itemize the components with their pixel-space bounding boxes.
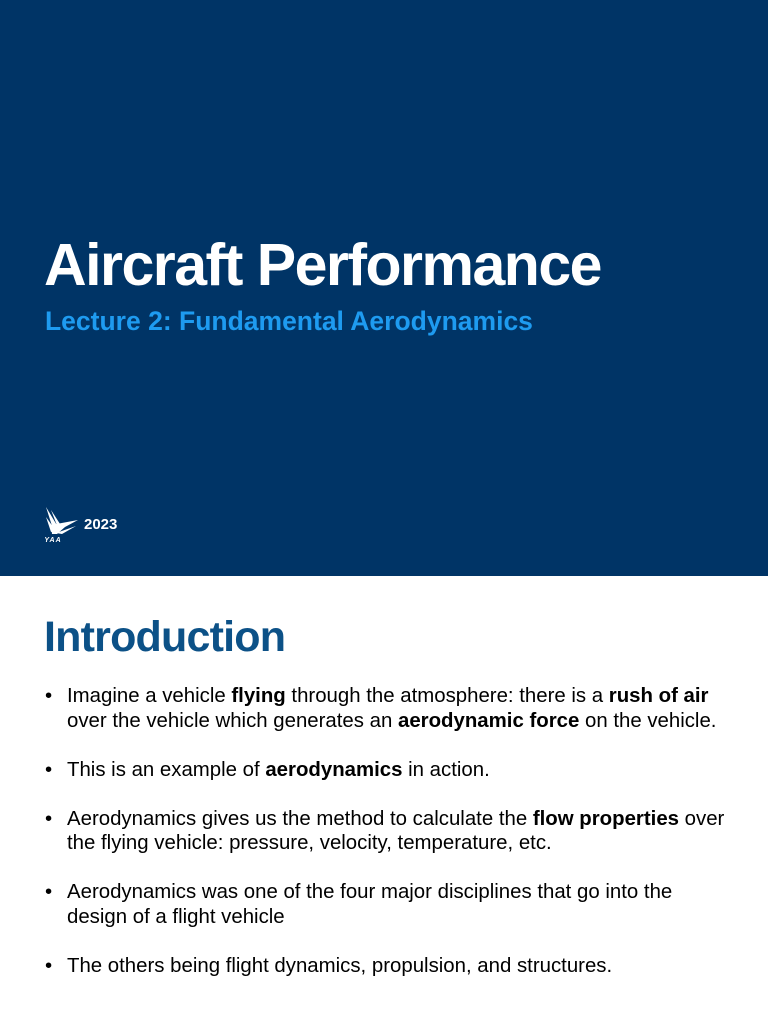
bullet-item (44, 807, 734, 856)
bullet-bold-text: rush of air (608, 685, 709, 707)
bullet-item (44, 684, 734, 733)
bullet-dot-icon: • (45, 685, 53, 707)
bullet-list (44, 684, 734, 1003)
bullet-dot-icon: • (45, 807, 53, 830)
bullet-item (44, 880, 734, 929)
bullet-text: over the vehicle which generates an (67, 709, 398, 732)
bullet-text: The others being flight dynamics, propulsion, and structures. (67, 954, 613, 977)
bullet-dot-icon: • (45, 758, 53, 781)
bullet-text: in action. (402, 758, 490, 781)
section-heading: Introduction (44, 613, 286, 661)
bullet-text: on the vehicle. (579, 709, 717, 732)
bullet-text: Imagine a vehicle (67, 685, 232, 707)
lecture-subtitle: Lecture 2: Fundamental Aerodynamics (45, 306, 533, 336)
bullet-text: This is an example of (67, 758, 266, 781)
bullet-text: Aerodynamics gives us the method to calculate the (67, 807, 533, 830)
bullet-bold-text: flow properties (532, 807, 679, 830)
bullet-item (44, 954, 734, 979)
bullet-text: Aerodynamics was one of the four major disciplines that go into the design of a flight vehicle (67, 881, 673, 928)
bullet-item (44, 758, 734, 783)
year-label: 2023 (84, 516, 118, 533)
bird-logo-icon (42, 505, 80, 543)
bullet-text: through the atmosphere: there is a (285, 685, 609, 707)
bullet-bold-text: flying (231, 685, 286, 707)
slide-footer (42, 505, 117, 543)
introduction-slide (0, 576, 768, 1024)
bullet-bold-text: aerodynamic force (397, 709, 580, 732)
course-title: Aircraft Performance (44, 232, 601, 298)
bullet-text: over the flying vehicle: pressure, velocity, temperature, etc. (67, 807, 725, 854)
bullet-dot-icon: • (45, 881, 53, 903)
bullet-bold-text: aerodynamics (265, 758, 403, 781)
bullet-dot-icon: • (45, 954, 53, 977)
logo-lettering: YAA (44, 537, 62, 543)
